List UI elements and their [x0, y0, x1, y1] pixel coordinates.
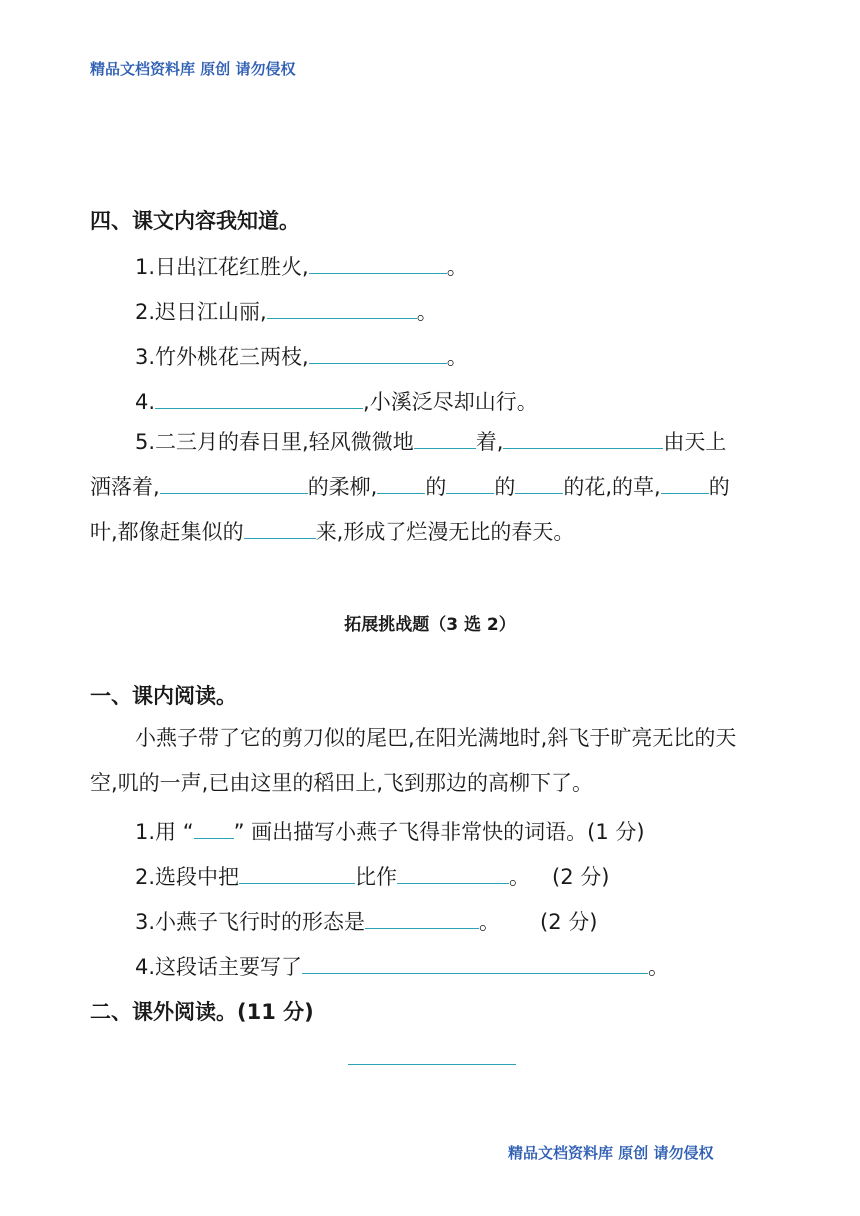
answer-blank[interactable]: [414, 432, 476, 449]
answer-blank[interactable]: [397, 867, 509, 884]
answer-blank[interactable]: [267, 302, 417, 319]
answer-blank[interactable]: [309, 257, 447, 274]
extension-title: 拓展挑战题（3 选 2）: [344, 615, 516, 635]
reading-question-1: 1.用 “ ” 画出描写小燕子飞得非常快的词语。(1 分): [135, 820, 645, 844]
question-4-3: 3.竹外桃花三两枝, 。: [135, 345, 468, 369]
answer-blank[interactable]: [160, 477, 308, 494]
section-four-title: 四、课文内容我知道。: [90, 209, 300, 233]
page-header: 精品文档资料库 原创 请勿侵权: [90, 60, 296, 78]
answer-blank[interactable]: [446, 477, 494, 494]
answer-blank[interactable]: [244, 522, 316, 539]
part-one-title: 一、课内阅读。: [90, 684, 237, 708]
title-blank-line: [348, 1064, 516, 1065]
question-4-4: 4. ,小溪泛尽却山行。: [135, 390, 538, 414]
answer-blank[interactable]: [194, 822, 234, 839]
answer-blank[interactable]: [365, 912, 479, 929]
answer-blank[interactable]: [503, 432, 663, 449]
reading-question-4: 4.这段话主要写了 。: [135, 955, 670, 979]
reading-question-2: 2.选段中把 比作 。 (2 分): [135, 865, 610, 889]
answer-blank[interactable]: [155, 392, 363, 409]
question-text: 3.竹外桃花三两枝,: [135, 345, 309, 369]
question-text: 1.日出江花红胜火,: [135, 255, 309, 279]
answer-blank[interactable]: [661, 477, 709, 494]
question-4-1: 1.日出江花红胜火, 。: [135, 255, 468, 279]
question-text: 2.迟日江山丽,: [135, 300, 267, 324]
question-4-5: 5.二三月的春日里,轻风微微地 着, 由天上洒落着, 的柔柳, 的 的 的花,的草, 的叶,都像赶集似的 来,形成了烂漫无比的春天。: [90, 430, 730, 544]
question-text: ” 画出描写小燕子飞得非常快的词语。(1 分): [233, 820, 645, 844]
answer-blank[interactable]: [302, 957, 648, 974]
question-4-2: 2.迟日江山丽, 。: [135, 300, 438, 324]
reading-passage: 小燕子带了它的剪刀似的尾巴,在阳光满地时,斜飞于旷亮无比的天空,叽的一声,已由这里的稻田上,飞到那边的高柳下了。: [90, 726, 737, 795]
page-footer: 精品文档资料库 原创 请勿侵权: [508, 1144, 714, 1162]
answer-blank[interactable]: [239, 867, 355, 884]
part-two-title: 二、课外阅读。(11 分): [90, 1000, 314, 1024]
question-text: ,小溪泛尽却山行。: [363, 390, 538, 414]
reading-question-3: 3.小燕子飞行时的形态是 。 (2 分): [135, 910, 598, 934]
answer-blank[interactable]: [377, 477, 425, 494]
answer-blank[interactable]: [515, 477, 563, 494]
score: (2 分): [552, 865, 610, 889]
answer-blank[interactable]: [309, 347, 447, 364]
score: (2 分): [540, 910, 598, 934]
